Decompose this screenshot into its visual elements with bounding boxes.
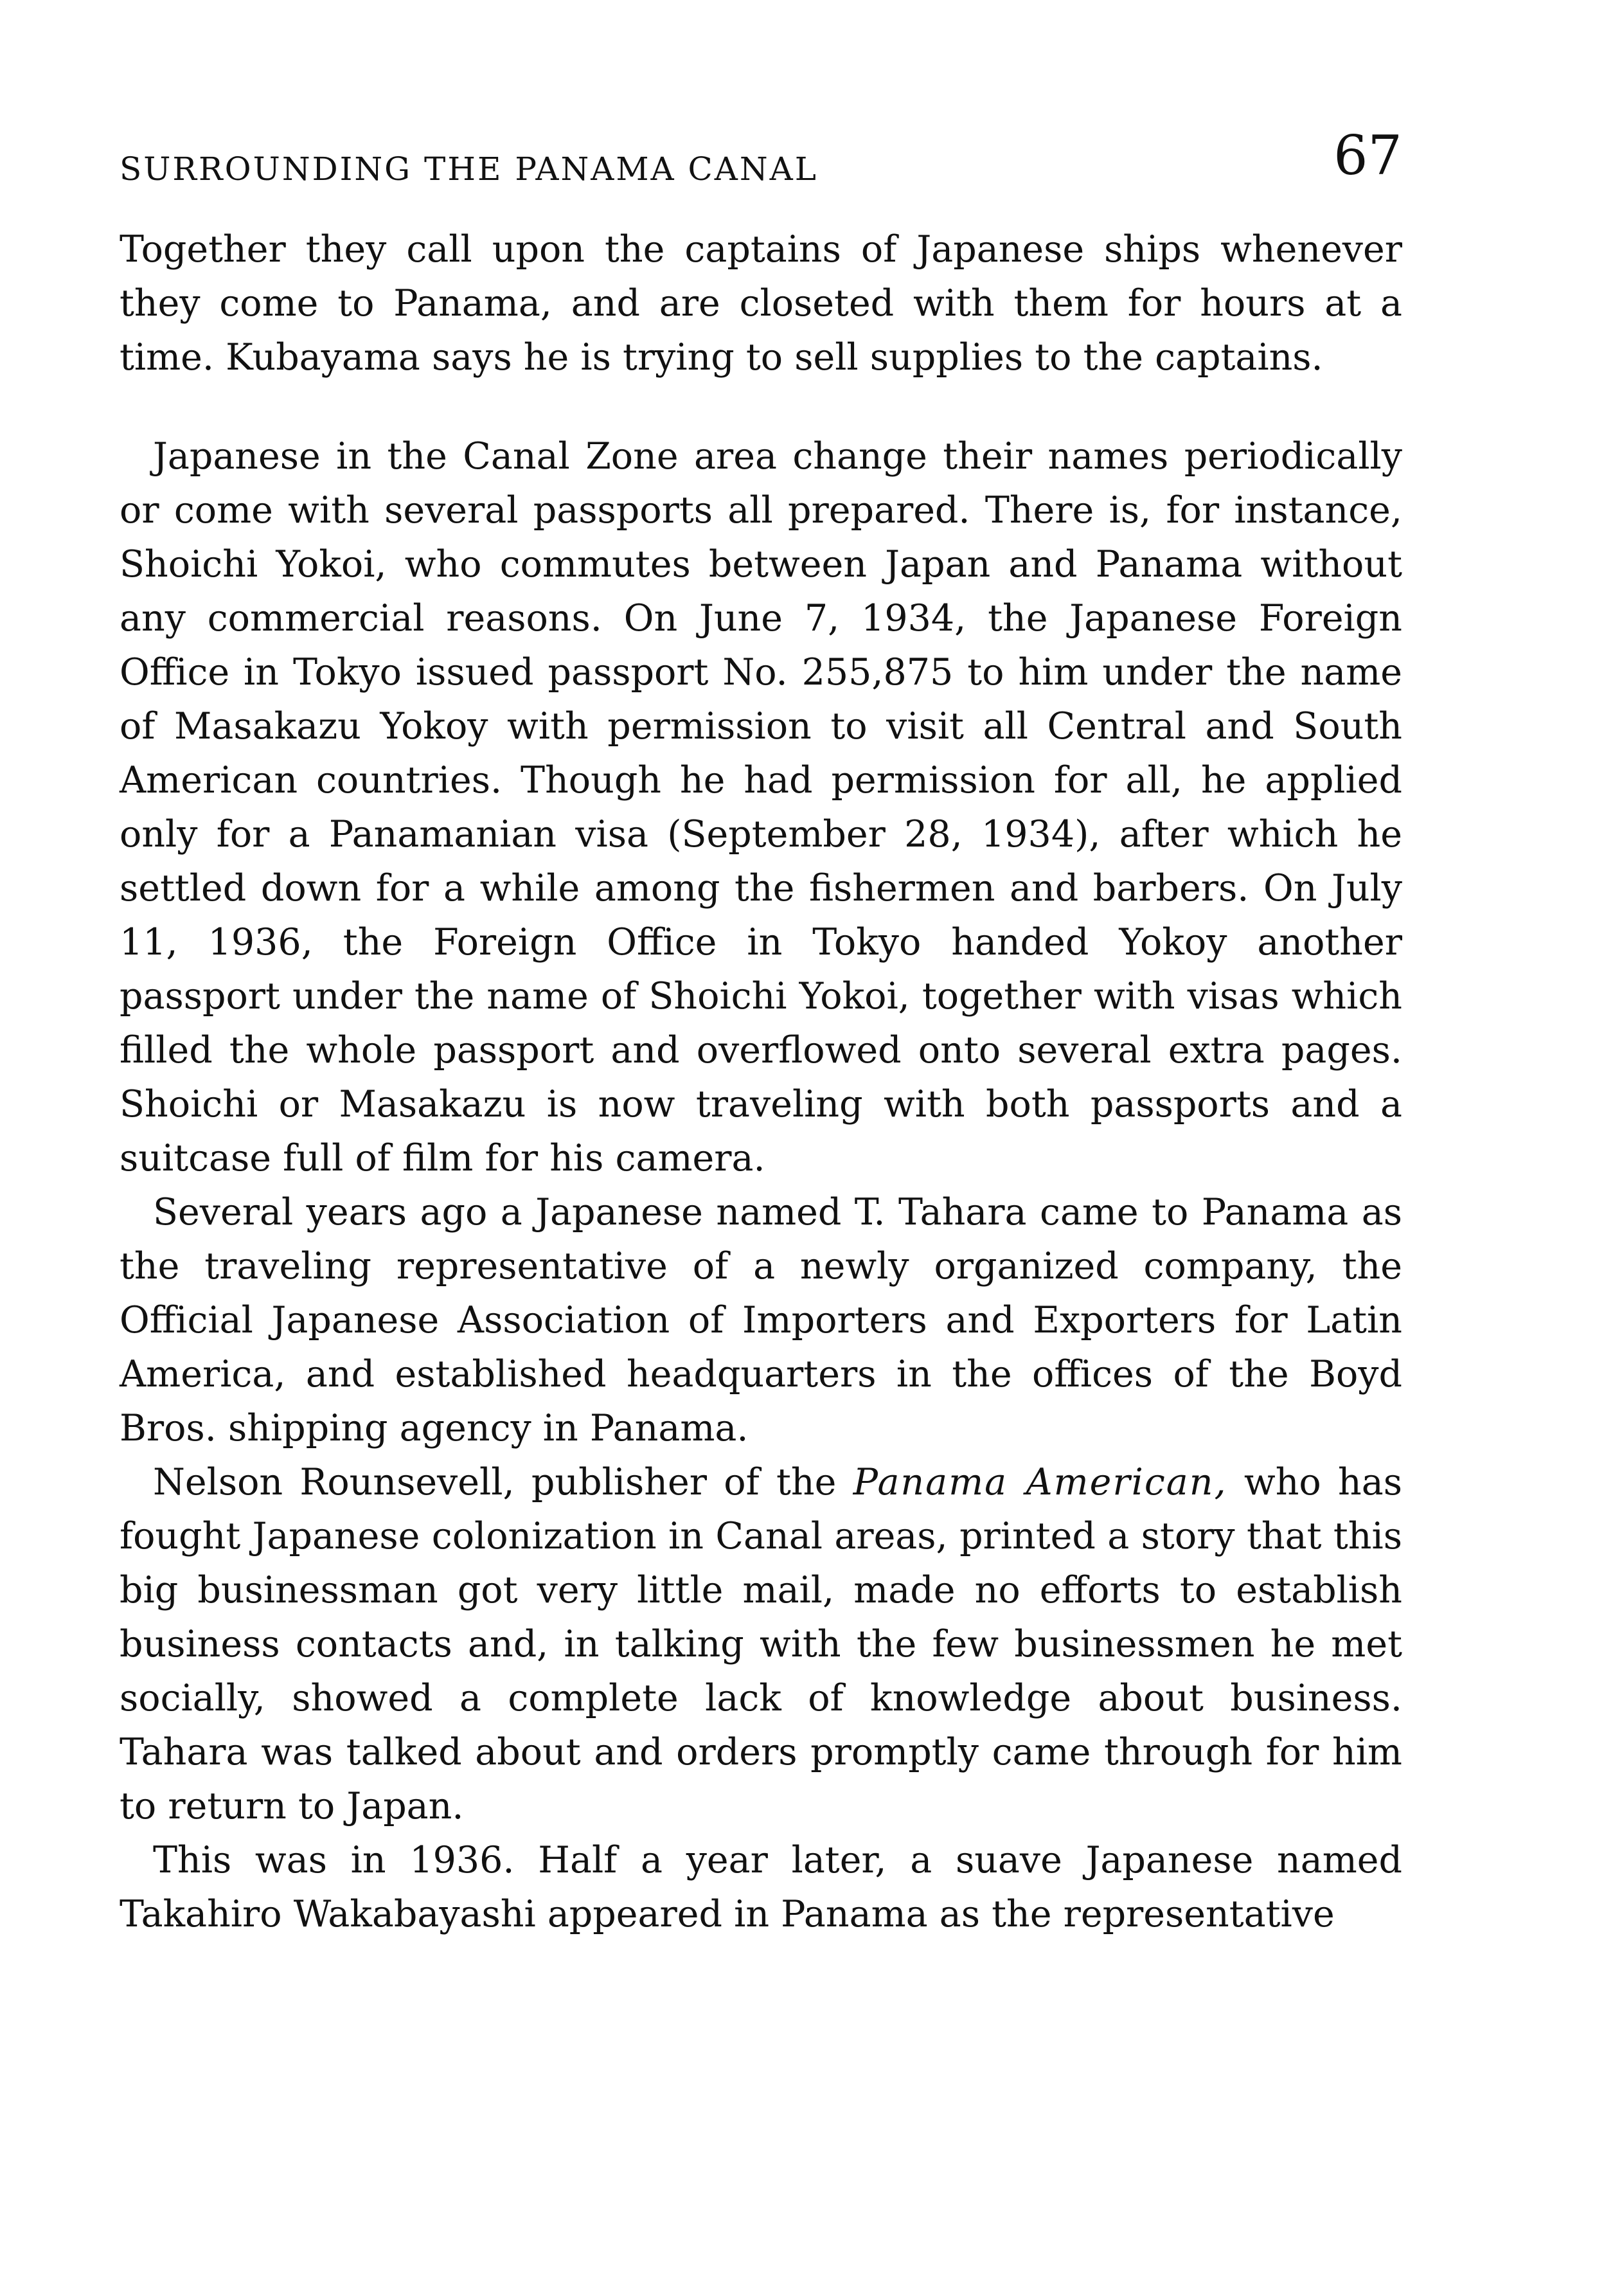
page-number: 67 — [1333, 124, 1402, 187]
paragraph-2: Japanese in the Canal Zone area change their names periodically or come with several passports all prepared. There is, for instance, Shoichi Yokoi, who commutes between Japan and Panama without any commercial reasons. On June 7, 1934, the Japanese Foreign Office in Tokyo issued passport No. 255,875 to him under the name of Masakazu Yokoy with permission to visit all Central and South American countries. Though he had permission for all, he applied only for a Panamanian visa (September 28, 1934), after which he settled down for a while among the fishermen and barbers. On July 11, 1936, the Foreign Office in Tokyo handed Yokoy another passport under the name of Shoichi Yokoi, together with visas which filled the whole passport and overflowed onto several extra pages. Shoichi or Masakazu is now traveling with both passports and a suitcase full of film for his camera. — [120, 435, 1402, 1179]
running-head — [120, 124, 1402, 199]
newspaper-title: Panama American, — [853, 1461, 1227, 1503]
section-break — [120, 384, 1402, 429]
paragraph-5: This was in 1936. Half a year later, a suave Japanese named Takahiro Wakabayashi appeared in Panama as the representative — [120, 1839, 1402, 1935]
paragraph-3: Several years ago a Japanese named T. Tahara came to Panama as the traveling representative of a newly organized company, the Official Japanese Association of Importers and Exporters for Latin America, and established headquarters in the offices of the Boyd Bros. shipping agency in Panama. — [120, 1191, 1402, 1449]
running-head-title: SURROUNDING THE PANAMA CANAL — [120, 150, 818, 188]
paragraph-4-lead: Nelson Rounsevell, publisher of the — [153, 1461, 853, 1503]
body-text — [120, 222, 1402, 1941]
paragraph-1: Together they call upon the captains of Japanese ships whenever they come to Panama, and are closeted with them for hours at a time. Kubayama says he is trying to sell supplies to the captains. — [120, 228, 1402, 379]
book-page — [120, 124, 1402, 1941]
paragraph-4 — [120, 1455, 1402, 1833]
paragraph-4-rest: who has fought Japanese colonization in Canal areas, printed a story that this big businessman got very little mail, made no efforts to establish business contacts and, in talking with the few businessmen he met socially, showed a complete lack of knowledge about business. Tahara was talked about and orders promptly came through for him to return to Japan. — [120, 1461, 1402, 1827]
